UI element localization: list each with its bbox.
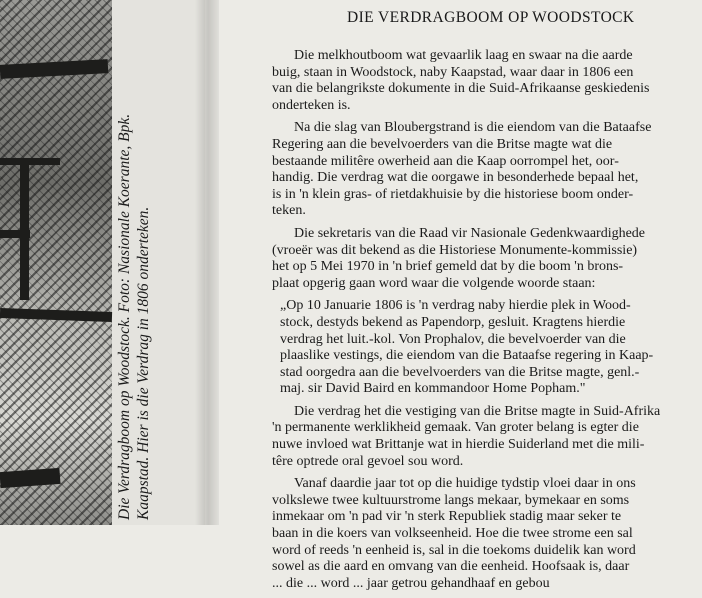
photo-caption [115, 113, 153, 520]
text-line: „Op 10 Januarie 1806 is 'n verdrag naby hierdie plek in Wood- [280, 298, 631, 314]
text-line: Regering aan die bevelvoerders van die Britse magte wat die [272, 136, 613, 152]
text-line: sowel as die aard en omvang van die eenheid. Hoofsaak is, daar [272, 559, 630, 575]
text-line: plaaslike vestings, die eiendom van die Bataafse regering in Kaap- [280, 348, 654, 364]
text-line: is in 'n klein gras- of rietdakhuisie by die historiese boom onder- [272, 186, 634, 202]
text-line: Die verdrag het die vestiging van die Britse magte in Suid-Afrika [294, 403, 661, 419]
text-line: volkslewe twee kultuurstrome langs mekaar, bymekaar en soms [272, 492, 630, 508]
article-body [272, 48, 702, 598]
text-line: têre optrede oral gevoel sou word. [272, 453, 464, 469]
text-line: ... die ... word ... jaar getrou gehandhaaf en gebou [272, 575, 550, 591]
text-line: (vroeër was dit bekend as die Historiese Monumente-kommissie) [272, 242, 638, 258]
text-line: het op 5 Mei 1970 in 'n brief gemeld dat by die boom 'n brons- [272, 259, 624, 275]
right-page [212, 0, 700, 591]
text-line: baan in die koers van volkseenheid. Hoe die twee strome een sal [272, 526, 633, 542]
text-line: stad oorgedra aan die bevelvoerders van die Britse magte, genl.- [280, 364, 640, 380]
paragraph-battle [272, 120, 702, 220]
text-line: stock, destyds bekend as Papendorp, gesluit. Kragtens hierdie [280, 314, 626, 330]
tree-photo [0, 0, 112, 525]
text-line: bestaande militêre owerheid aan die Kaap oorrompel het, oor- [272, 153, 619, 169]
paragraph-culture [272, 476, 702, 592]
page-title: DIE VERDRAGBOOM OP WOODSTOCK [347, 9, 635, 26]
text-line: onderteken is. [272, 97, 351, 113]
text-line: nuwe invloed wat Brittanje wat in hierdie Suiderland met die mili- [272, 437, 645, 453]
tree-branch [0, 468, 60, 488]
tree-branch [0, 308, 112, 322]
text-line: word of reeds 'n eenheid is, sal in die toekoms duidelik kan word [272, 542, 636, 558]
text-line: handig. Die verdrag wat die oorgawe in besonderhede bepaal het, [272, 170, 639, 186]
text-line: verdrag het luit.-kol. Von Prophalov, die bevelvoerder van die [280, 331, 626, 347]
text-line: 'n permanente werklikheid gemaak. Van groter belang is egter die [272, 420, 639, 436]
text-line: maj. sir David Baird en kommandoor Home Popham." [280, 381, 586, 397]
text-line: inmekaar om 'n pad vir 'n sterk Republiek stadig maar seker te [272, 509, 622, 525]
text-line: buig, staan in Woodstock, naby Kaapstad, waar daar in 1806 een [272, 64, 634, 80]
paragraph-significance [272, 404, 702, 470]
caption-line: Kaapstad. Hier is die Verdrag in 1806 onderteken. [135, 206, 152, 520]
text-line: plaat opgerig gaan word waar die volgende woorde staan: [272, 275, 596, 291]
text-line: Vanaf daardie jaar tot op die huidige tydstip vloei daar in ons [294, 476, 636, 492]
tree-branch [0, 158, 60, 165]
tree-branch [0, 230, 30, 238]
caption-line: Die Verdragboom op Woodstock. Foto: Nasionale Koerante, Bpk. [116, 113, 133, 520]
paragraph-intro [272, 48, 702, 114]
text-line: Die sekretaris van die Raad vir Nasionale Gedenkwaardighede [294, 225, 646, 241]
text-line: van die belangrikste dokumente in die Suid-Afrikaanse geskiedenis [272, 81, 650, 97]
left-page [0, 0, 205, 525]
tree-branch [0, 59, 108, 79]
paragraph-secretary [272, 226, 702, 292]
text-line: Na die slag van Bloubergstrand is die eiendom van die Bataafse [294, 120, 652, 136]
text-line: teken. [272, 203, 306, 219]
paragraph-plaque-quote [272, 298, 702, 398]
text-line: Die melkhoutboom wat gevaarlik laag en swaar na die aarde [294, 48, 633, 63]
